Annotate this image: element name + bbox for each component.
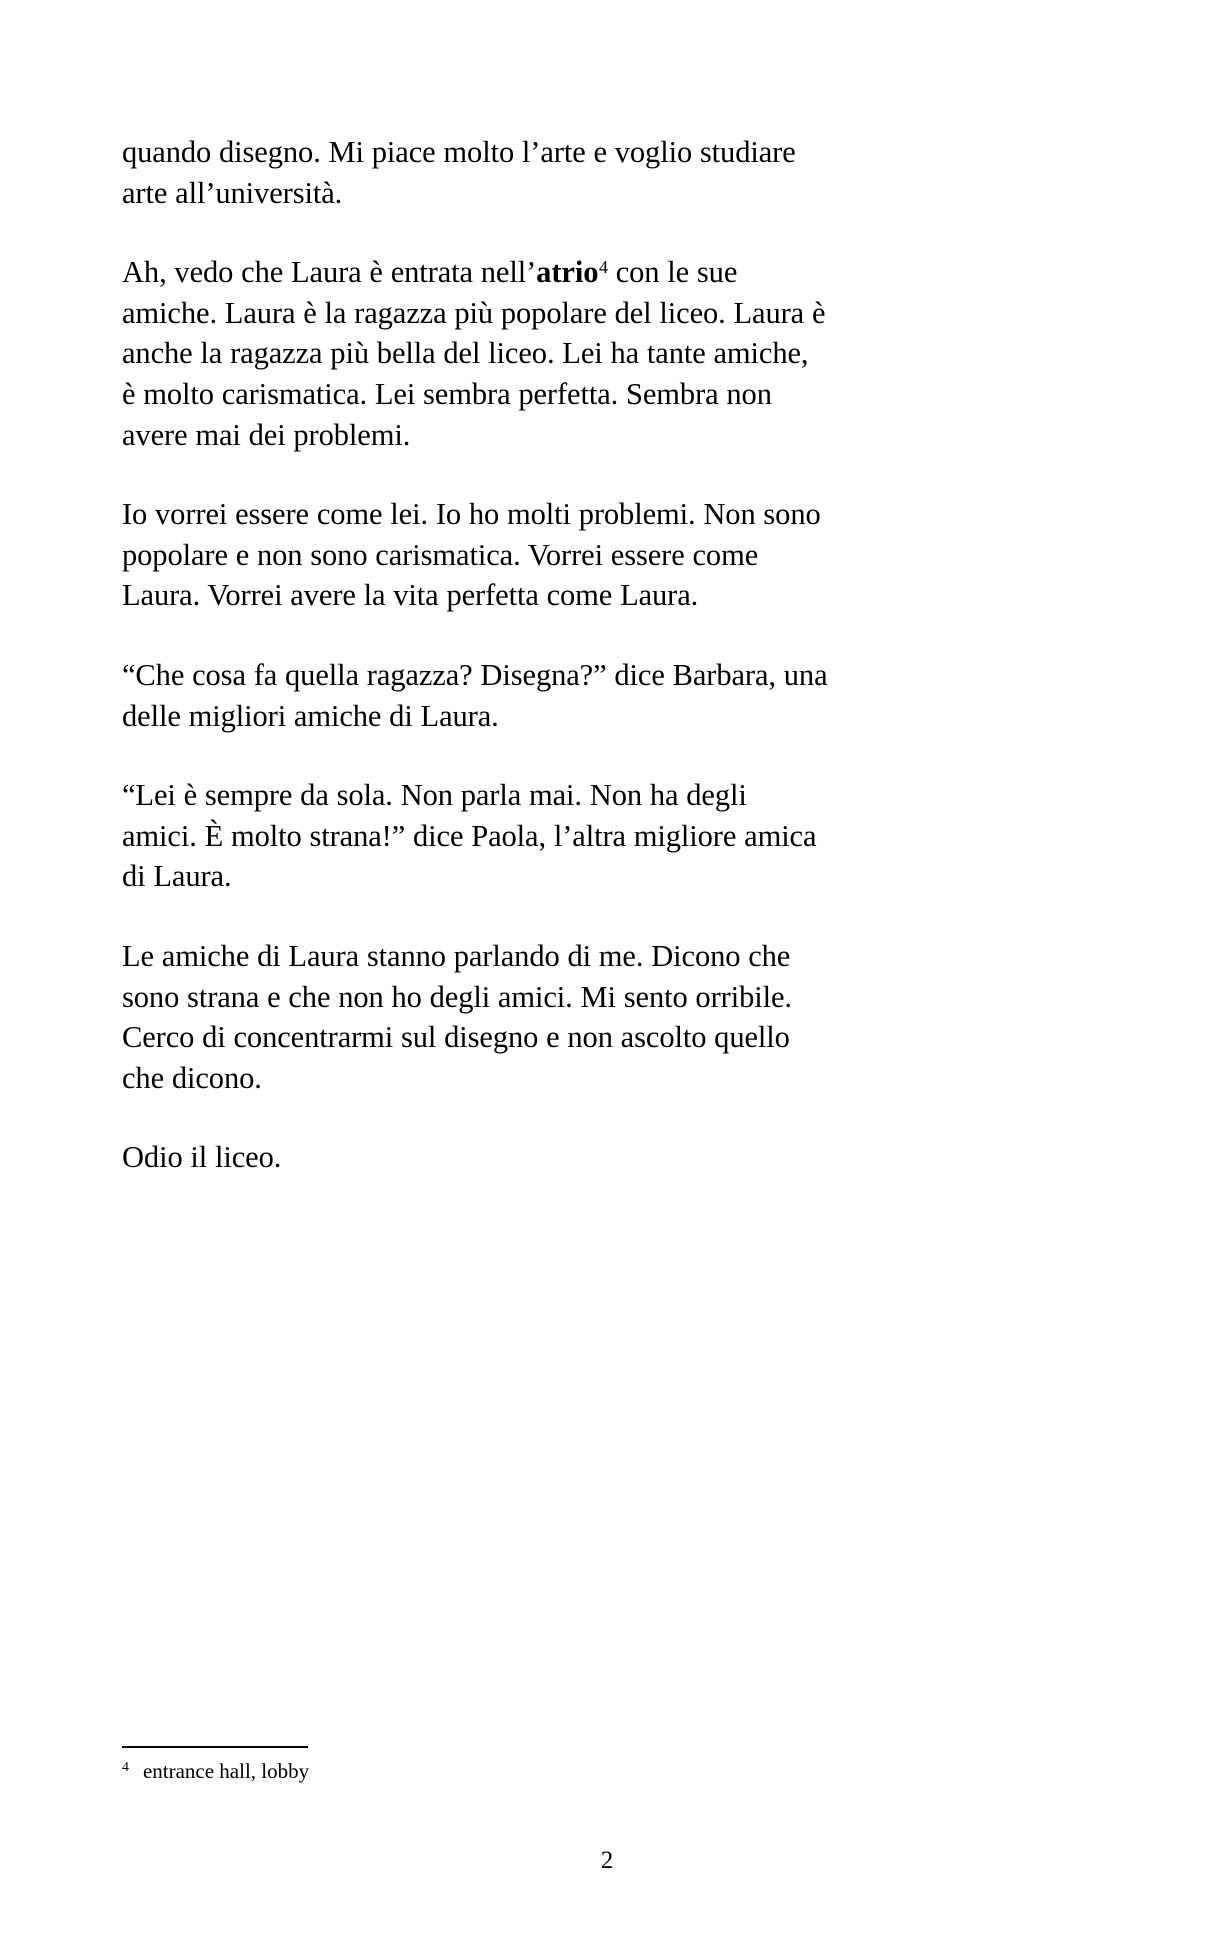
paragraph-4-dialogue-barbara: “Che cosa fa quella ragazza? Disegna?” dice Barbara, una delle migliori amiche di Laura. [122,657,828,733]
page-body-text [122,132,828,1178]
footnote-area [122,1746,828,1785]
paragraph-2-tail-text: con le sue amiche. Laura è la ragazza più popolare del liceo. Laura è anche la ragazza più bella del liceo. Lei ha tante amiche, è molto carismatica. Lei sembra perfetta. Sembra non avere mai dei problemi. [122,255,826,452]
paragraph-5-dialogue-paola: “Lei è sempre da sola. Non parla mai. Non ha degli amici. È molto strana!” dice Paola, l’altra migliore amica di Laura. [122,778,817,894]
footnote-marker-4: 4 [598,256,608,277]
paragraph-3: Io vorrei essere come lei. Io ho molti problemi. Non sono popolare e non sono carismatica. Vorrei essere come Laura. Vorrei avere la vita perfetta come Laura. [122,497,821,613]
glossary-term-atrio: atrio [536,255,599,290]
page-number: 2 [600,1847,614,1874]
paragraph-6: Le amiche di Laura stanno parlando di me. Dicono che sono strana e che non ho degli amici. Mi sento orribile. Cerco di concentrarmi sul disegno e non ascolto quello che dicono. [122,938,792,1095]
paragraph-7: Odio il liceo. [122,1140,282,1175]
paragraph-2-lead-text: Ah, vedo che Laura è entrata nell’ [122,255,537,290]
footnote-number: 4 [122,1758,129,1774]
footnote-text: entrance hall, lobby [142,1759,310,1783]
footnote-separator-rule [122,1746,308,1748]
footnote-item [122,1758,828,1785]
paragraph-2 [122,252,828,455]
paragraph-1: quando disegno. Mi piace molto l’arte e voglio studiare arte all’università. [122,135,796,210]
